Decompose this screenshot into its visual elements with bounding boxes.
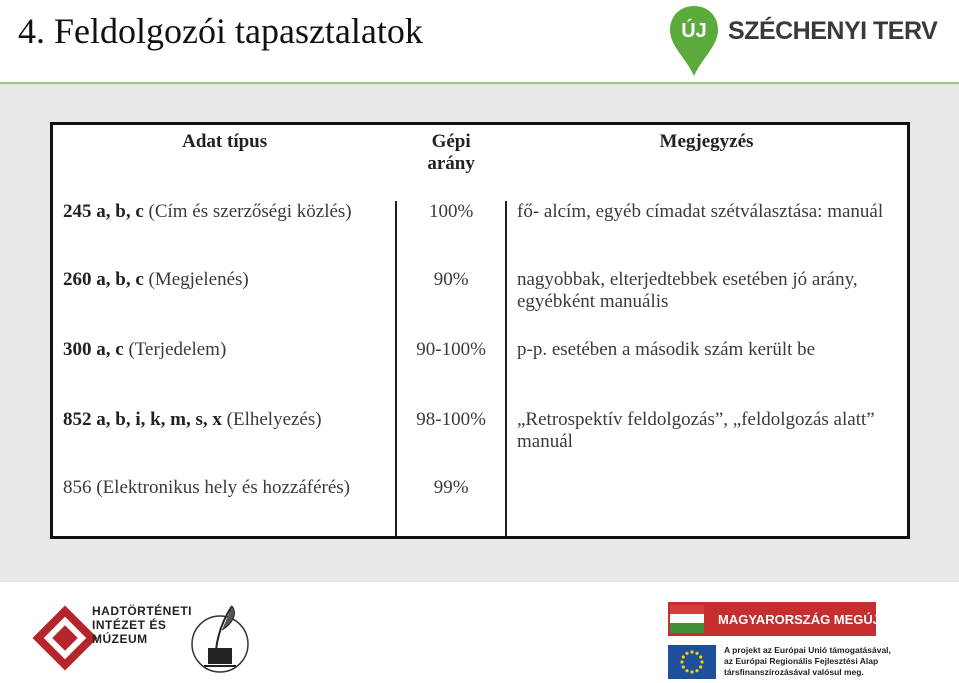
table-row [52,339,909,409]
eu-support-text: A projekt az Európai Unió támogatásával, az Európai Regionális Fejlesztési Alap társfinanszírozásával valósul meg. [724,645,891,677]
header-type: Adat típus [182,131,268,152]
table-row [52,201,909,269]
slide-title: 4. Feldolgozói tapasztalatok [18,11,423,51]
row-note: „Retrospektív feldolgozás”, „feldolgozás alatt” manuál [506,409,909,477]
table-row [52,269,909,339]
row-ratio: 98-100% [396,409,506,477]
magyarorszag-megujul-text: MAGYARORSZÁG MEGÚJUL [718,612,898,627]
row-type: 260 a, b, c (Megjelenés) [63,269,249,290]
table-header-row [52,124,909,202]
header-note: Megjegyzés [659,131,754,152]
row-note [506,477,909,537]
szechenyi-brand: SZÉCHENYI TERV [728,17,938,45]
szechenyi-pin-text: ÚJ [681,20,707,42]
table-row [52,477,909,537]
row-ratio: 99% [396,477,506,537]
table-row [52,409,909,477]
eu-flag-icon [668,645,716,679]
hadtorteneti-logo-text: HADTÖRTÉNETI INTÉZET ÉS MÚZEUM [92,604,192,646]
row-type: 245 a, b, c (Cím és szerzőségi közlés) [63,201,352,222]
row-type: 856 (Elektronikus hely és hozzáférés) [63,477,351,498]
row-note: p-p. esetében a második szám került be [506,339,909,409]
row-ratio: 90% [396,269,506,339]
library-quill-icon [188,600,252,680]
row-note: nagyobbak, elterjedtebbek esetében jó arány, egyébként manuális [506,269,909,339]
row-ratio: 100% [396,201,506,269]
row-type: 852 a, b, i, k, m, s, x (Elhelyezés) [63,409,322,430]
data-table [50,122,910,539]
header-ratio: Gépi arány [427,131,475,174]
hadtorteneti-emblem-icon [30,603,100,673]
row-ratio: 90-100% [396,339,506,409]
szechenyi-pin-icon [668,4,720,78]
row-type: 300 a, c (Terjedelem) [63,339,227,360]
row-note: fő- alcím, egyéb címadat szétválasztása: manuál [506,201,909,269]
